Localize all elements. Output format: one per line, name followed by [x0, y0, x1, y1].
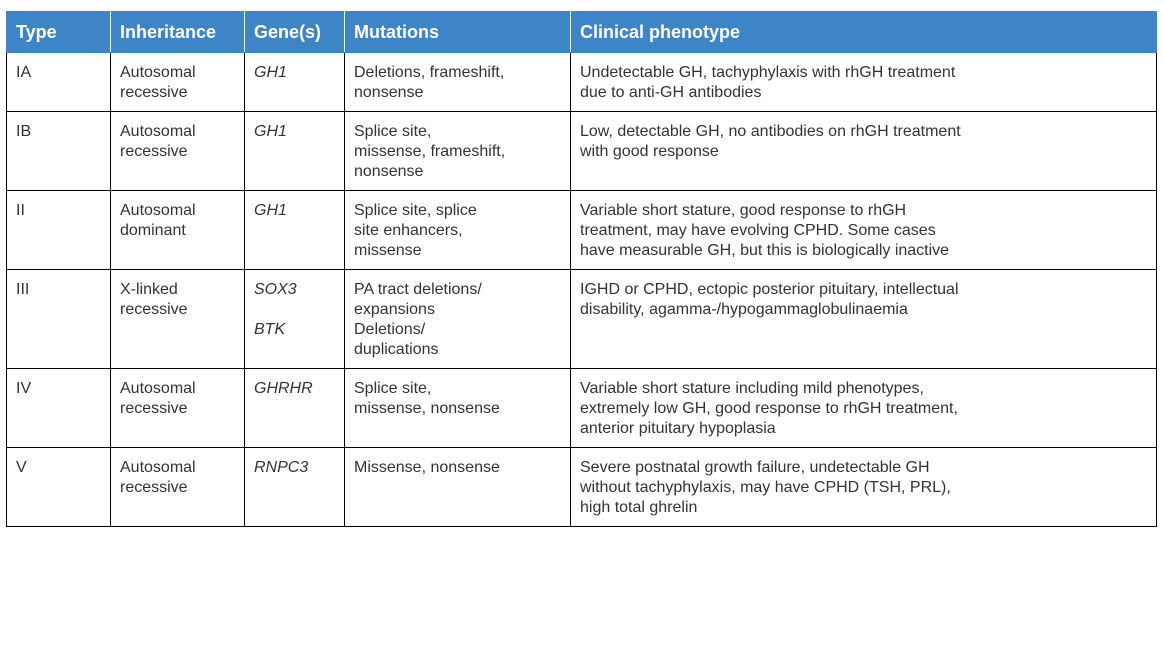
cell-genes	[245, 448, 345, 527]
table-row	[7, 369, 1157, 448]
cell-type: IV	[7, 369, 111, 448]
header-genes: Gene(s)	[245, 12, 345, 53]
cell-type: II	[7, 191, 111, 270]
cell-clinical-phenotype	[571, 112, 1157, 191]
cell-inheritance-line: recessive	[120, 479, 188, 496]
table-row	[7, 270, 1157, 369]
cell-mutations-line: Deletions, frameshift,	[354, 64, 505, 81]
cell-inheritance-line: Autosomal	[120, 64, 196, 81]
cell-inheritance	[111, 53, 245, 112]
cell-genes	[245, 270, 345, 369]
cell-type: V	[7, 448, 111, 527]
cell-clinical-phenotype-line: anterior pituitary hypoplasia	[580, 420, 776, 437]
cell-inheritance-line: Autosomal	[120, 202, 196, 219]
cell-inheritance	[111, 369, 245, 448]
header-mutations: Mutations	[345, 12, 571, 53]
cell-genes	[245, 191, 345, 270]
table-row	[7, 191, 1157, 270]
header-clinical-phenotype: Clinical phenotype	[571, 12, 1157, 53]
cell-mutations-line: missense, frameshift,	[354, 143, 506, 160]
cell-clinical-phenotype-line: high total ghrelin	[580, 499, 698, 516]
cell-mutations	[345, 112, 571, 191]
cell-mutations-line: site enhancers,	[354, 222, 463, 239]
cell-mutations	[345, 270, 571, 369]
cell-clinical-phenotype	[571, 369, 1157, 448]
cell-clinical-phenotype-line: Variable short stature, good response to rhGH	[580, 202, 907, 219]
cell-genes-line: GH1	[254, 64, 287, 81]
cell-clinical-phenotype	[571, 191, 1157, 270]
cell-clinical-phenotype-line: Variable short stature including mild phenotypes,	[580, 380, 924, 397]
cell-clinical-phenotype-line: have measurable GH, but this is biologically inactive	[580, 242, 950, 259]
cell-genes-line: RNPC3	[254, 459, 309, 476]
cell-mutations-line: Splice site, splice	[354, 202, 477, 219]
cell-inheritance-line: recessive	[120, 400, 188, 417]
table-row	[7, 448, 1157, 527]
cell-mutations	[345, 448, 571, 527]
cell-clinical-phenotype-line: without tachyphylaxis, may have CPHD (TSH, PRL),	[580, 479, 951, 496]
table-row	[7, 112, 1157, 191]
cell-clinical-phenotype-line: Severe postnatal growth failure, undetectable GH	[580, 459, 930, 476]
cell-clinical-phenotype-line: disability, agamma-/hypogammaglobulinaemia	[580, 301, 908, 318]
header-inheritance: Inheritance	[111, 12, 245, 53]
cell-clinical-phenotype-line: extremely low GH, good response to rhGH treatment,	[580, 400, 958, 417]
cell-mutations	[345, 191, 571, 270]
cell-mutations-line: expansions	[354, 301, 435, 318]
cell-clinical-phenotype-line: IGHD or CPHD, ectopic posterior pituitary, intellectual	[580, 281, 959, 298]
cell-genes	[245, 112, 345, 191]
cell-inheritance	[111, 191, 245, 270]
cell-clinical-phenotype-line: due to anti-GH antibodies	[580, 84, 762, 101]
cell-mutations-line: nonsense	[354, 84, 424, 101]
cell-clinical-phenotype-line: treatment, may have evolving CPHD. Some cases	[580, 222, 936, 239]
cell-type: IB	[7, 112, 111, 191]
cell-genes-line: SOX3	[254, 281, 297, 298]
cell-inheritance	[111, 448, 245, 527]
cell-mutations	[345, 53, 571, 112]
cell-mutations-line: nonsense	[354, 163, 424, 180]
cell-mutations-line: Deletions/	[354, 321, 426, 338]
cell-inheritance-line: recessive	[120, 84, 188, 101]
cell-inheritance-line: recessive	[120, 301, 188, 318]
table-row	[7, 53, 1157, 112]
cell-inheritance-line: Autosomal	[120, 380, 196, 397]
cell-clinical-phenotype	[571, 270, 1157, 369]
ighd-types-table	[6, 11, 1157, 527]
cell-clinical-phenotype	[571, 448, 1157, 527]
header-type: Type	[7, 12, 111, 53]
cell-mutations-line: missense	[354, 242, 422, 259]
cell-mutations-line: duplications	[354, 341, 439, 358]
cell-clinical-phenotype-line: Undetectable GH, tachyphylaxis with rhGH treatment	[580, 64, 956, 81]
cell-genes	[245, 53, 345, 112]
table-body	[7, 53, 1157, 527]
cell-genes	[245, 369, 345, 448]
cell-clinical-phenotype	[571, 53, 1157, 112]
cell-inheritance	[111, 112, 245, 191]
table-header-row	[7, 12, 1157, 53]
cell-genes-line: BTK	[254, 321, 286, 338]
cell-inheritance-line: X-linked	[120, 281, 178, 298]
cell-inheritance-line: Autosomal	[120, 123, 196, 140]
cell-genes-line: GHRHR	[254, 380, 313, 397]
cell-clinical-phenotype-line: Low, detectable GH, no antibodies on rhGH treatment	[580, 123, 961, 140]
ighd-types-table-container	[6, 11, 1157, 527]
cell-mutations-line: missense, nonsense	[354, 400, 500, 417]
cell-inheritance-line: recessive	[120, 143, 188, 160]
cell-mutations-line: Splice site,	[354, 123, 432, 140]
cell-mutations	[345, 369, 571, 448]
cell-genes-line: GH1	[254, 202, 287, 219]
cell-type: IA	[7, 53, 111, 112]
cell-clinical-phenotype-line: with good response	[580, 143, 719, 160]
cell-inheritance-line: dominant	[120, 222, 186, 239]
cell-inheritance-line: Autosomal	[120, 459, 196, 476]
cell-inheritance	[111, 270, 245, 369]
cell-mutations-line: Missense, nonsense	[354, 459, 500, 476]
cell-genes-line: GH1	[254, 123, 287, 140]
cell-type: III	[7, 270, 111, 369]
cell-mutations-line: Splice site,	[354, 380, 432, 397]
cell-mutations-line: PA tract deletions/	[354, 281, 482, 298]
